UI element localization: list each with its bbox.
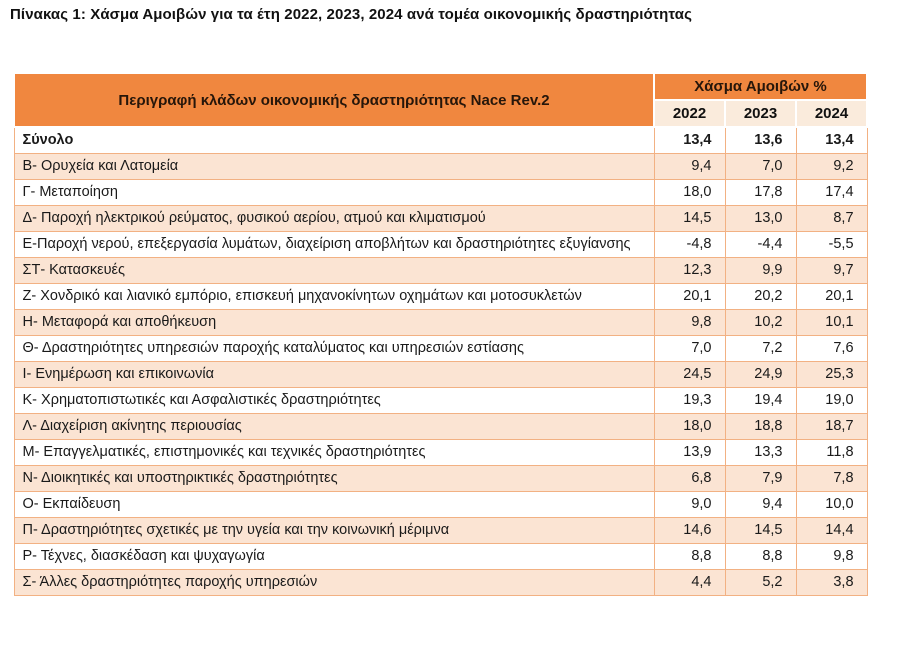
value-cell-2024: 9,8 (796, 544, 867, 570)
sector-cell: Ι- Ενημέρωση και επικοινωνία (14, 362, 654, 388)
value-cell-2023: 17,8 (725, 180, 796, 206)
sector-cell: Ο- Εκπαίδευση (14, 492, 654, 518)
sector-cell: Γ- Μεταποίηση (14, 180, 654, 206)
value-cell-2022: 18,0 (654, 180, 725, 206)
header-row-group (14, 73, 867, 100)
table-row (14, 258, 867, 284)
sector-cell: Η- Μεταφορά και αποθήκευση (14, 310, 654, 336)
year-header-2024: 2024 (796, 100, 867, 127)
value-cell-2024: 7,8 (796, 466, 867, 492)
table-row (14, 492, 867, 518)
table-row (14, 232, 867, 258)
value-cell-2023: 7,0 (725, 154, 796, 180)
sector-cell: Ν- Διοικητικές και υποστηρικτικές δραστηριότητες (14, 466, 654, 492)
description-column-header: Περιγραφή κλάδων οικονομικής δραστηριότητας Nace Rev.2 (14, 73, 654, 127)
value-cell-2023: 8,8 (725, 544, 796, 570)
table-row (14, 180, 867, 206)
table-header (14, 73, 867, 127)
value-cell-2024: 13,4 (796, 127, 867, 154)
value-cell-2024: 3,8 (796, 570, 867, 596)
value-cell-2023: 13,3 (725, 440, 796, 466)
sector-cell: Π- Δραστηριότητες σχετικές με την υγεία και την κοινωνική μέριμνα (14, 518, 654, 544)
value-cell-2023: 13,0 (725, 206, 796, 232)
value-cell-2024: 20,1 (796, 284, 867, 310)
value-cell-2022: 8,8 (654, 544, 725, 570)
value-cell-2022: 14,5 (654, 206, 725, 232)
value-cell-2023: 20,2 (725, 284, 796, 310)
value-cell-2022: 18,0 (654, 414, 725, 440)
sector-cell: Σύνολο (14, 127, 654, 154)
value-cell-2024: 17,4 (796, 180, 867, 206)
pay-gap-table (13, 72, 868, 596)
value-cell-2024: 19,0 (796, 388, 867, 414)
table-row (14, 570, 867, 596)
table-row (14, 414, 867, 440)
table-body (14, 127, 867, 596)
table-row (14, 466, 867, 492)
table-row (14, 388, 867, 414)
value-cell-2024: 9,2 (796, 154, 867, 180)
table-row (14, 362, 867, 388)
value-cell-2024: 10,0 (796, 492, 867, 518)
value-cell-2023: 19,4 (725, 388, 796, 414)
table-title: Πίνακας 1: Χάσμα Αμοιβών για τα έτη 2022, 2023, 2024 ανά τομέα οικονομικής δραστηριότητας (10, 6, 692, 23)
value-cell-2023: 5,2 (725, 570, 796, 596)
year-header-2022: 2022 (654, 100, 725, 127)
value-cell-2024: -5,5 (796, 232, 867, 258)
sector-cell: Λ- Διαχείριση ακίνητης περιουσίας (14, 414, 654, 440)
table-row (14, 336, 867, 362)
value-cell-2022: 24,5 (654, 362, 725, 388)
value-cell-2024: 25,3 (796, 362, 867, 388)
table-row (14, 284, 867, 310)
sector-cell: Δ- Παροχή ηλεκτρικού ρεύματος, φυσικού αερίου, ατμού και κλιματισμού (14, 206, 654, 232)
table-row (14, 518, 867, 544)
value-cell-2022: 19,3 (654, 388, 725, 414)
value-cell-2023: 14,5 (725, 518, 796, 544)
value-cell-2024: 7,6 (796, 336, 867, 362)
value-cell-2024: 10,1 (796, 310, 867, 336)
value-cell-2023: 7,2 (725, 336, 796, 362)
value-cell-2023: 7,9 (725, 466, 796, 492)
sector-cell: Ζ- Χονδρικό και λιανικό εμπόριο, επισκευή μηχανοκίνητων οχημάτων και μοτοσυκλετών (14, 284, 654, 310)
sector-cell: Θ- Δραστηριότητες υπηρεσιών παροχής καταλύματος και υπηρεσιών εστίασης (14, 336, 654, 362)
value-cell-2024: 8,7 (796, 206, 867, 232)
pay-gap-group-header: Χάσμα Αμοιβών % (654, 73, 867, 100)
table-row-total (14, 127, 867, 154)
value-cell-2024: 18,7 (796, 414, 867, 440)
value-cell-2024: 9,7 (796, 258, 867, 284)
value-cell-2022: 4,4 (654, 570, 725, 596)
value-cell-2022: 7,0 (654, 336, 725, 362)
sector-cell: Σ- Άλλες δραστηριότητες παροχής υπηρεσιών (14, 570, 654, 596)
table-row (14, 310, 867, 336)
sector-cell: Ε-Παροχή νερού, επεξεργασία λυμάτων, διαχείριση αποβλήτων και δραστηριότητες εξυγίανσης (14, 232, 654, 258)
value-cell-2022: 6,8 (654, 466, 725, 492)
value-cell-2023: -4,4 (725, 232, 796, 258)
value-cell-2023: 9,9 (725, 258, 796, 284)
value-cell-2022: 9,8 (654, 310, 725, 336)
table-row (14, 206, 867, 232)
value-cell-2023: 24,9 (725, 362, 796, 388)
table-row (14, 544, 867, 570)
value-cell-2023: 9,4 (725, 492, 796, 518)
sector-cell: ΣΤ- Κατασκευές (14, 258, 654, 284)
value-cell-2022: -4,8 (654, 232, 725, 258)
value-cell-2022: 13,4 (654, 127, 725, 154)
value-cell-2022: 14,6 (654, 518, 725, 544)
sector-cell: Μ- Επαγγελματικές, επιστημονικές και τεχνικές δραστηριότητες (14, 440, 654, 466)
sector-cell: Ρ- Τέχνες, διασκέδαση και ψυχαγωγία (14, 544, 654, 570)
value-cell-2022: 12,3 (654, 258, 725, 284)
value-cell-2024: 11,8 (796, 440, 867, 466)
value-cell-2022: 9,4 (654, 154, 725, 180)
value-cell-2022: 13,9 (654, 440, 725, 466)
table-row (14, 154, 867, 180)
value-cell-2023: 10,2 (725, 310, 796, 336)
value-cell-2024: 14,4 (796, 518, 867, 544)
value-cell-2022: 20,1 (654, 284, 725, 310)
value-cell-2023: 18,8 (725, 414, 796, 440)
value-cell-2022: 9,0 (654, 492, 725, 518)
sector-cell: Κ- Χρηματοπιστωτικές και Ασφαλιστικές δραστηριότητες (14, 388, 654, 414)
value-cell-2023: 13,6 (725, 127, 796, 154)
sector-cell: Β- Ορυχεία και Λατομεία (14, 154, 654, 180)
table-row (14, 440, 867, 466)
year-header-2023: 2023 (725, 100, 796, 127)
